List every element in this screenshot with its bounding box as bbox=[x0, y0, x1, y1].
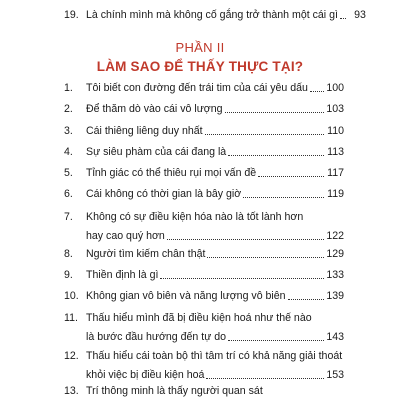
entry-title: Không gian vô biên và năng lượng vô biên bbox=[86, 290, 286, 302]
entry-title: Sự siêu phàm của cái đang là bbox=[86, 146, 227, 158]
entry-number: 5. bbox=[64, 167, 73, 179]
entry-page: 110 bbox=[327, 125, 344, 137]
toc-line bbox=[64, 248, 344, 261]
toc-entry bbox=[64, 385, 344, 398]
toc-line bbox=[64, 290, 344, 303]
toc-entry bbox=[64, 350, 344, 382]
toc-line bbox=[64, 312, 344, 325]
toc-line bbox=[64, 230, 344, 243]
entry-title: Là chính mình mà không cố gắng trở thành một cái gì bbox=[86, 9, 338, 21]
dot-leader bbox=[228, 155, 324, 156]
toc-entry bbox=[64, 82, 344, 95]
entry-page: 93 bbox=[354, 9, 366, 21]
toc-line bbox=[64, 211, 344, 224]
toc-entry bbox=[64, 146, 344, 159]
dot-leader bbox=[225, 112, 324, 113]
entry-title: Thấu hiểu mình đã bị điều kiện hoá như thế nào bbox=[86, 312, 312, 324]
dot-leader bbox=[228, 340, 324, 341]
entry-page: 113 bbox=[327, 146, 344, 158]
toc-entry bbox=[64, 103, 344, 116]
dot-leader bbox=[288, 299, 324, 300]
dot-leader bbox=[207, 257, 324, 258]
toc-line bbox=[64, 103, 344, 116]
dot-leader bbox=[310, 91, 324, 92]
entry-page: 103 bbox=[326, 103, 344, 115]
entry-title: là bước đầu hướng đến tự do bbox=[86, 331, 227, 343]
entry-number: 11. bbox=[64, 312, 78, 324]
entry-title: Trí thông minh là thấy người quan sát bbox=[86, 385, 263, 397]
toc-line bbox=[64, 385, 344, 398]
part-title: LÀM SAO ĐỂ THẤY THỰC TẠI? bbox=[96, 59, 304, 74]
entry-number: 1. bbox=[64, 82, 73, 94]
entry-title: Tỉnh giác có thể thiêu rụi mọi vấn đề bbox=[86, 167, 257, 179]
dot-leader bbox=[206, 378, 324, 379]
entry-page: 139 bbox=[326, 290, 344, 302]
toc-entry bbox=[64, 188, 344, 201]
entry-page: 129 bbox=[326, 248, 344, 260]
entry-title: Không có sự điều kiện hóa nào là tốt lành hơn bbox=[86, 211, 304, 223]
entry-number: 4. bbox=[64, 146, 73, 158]
entry-title: Cái thiêng liêng duy nhất bbox=[86, 125, 203, 137]
entry-title: Tôi biết con đường đến trái tim của cái yêu dấu bbox=[86, 82, 308, 94]
entry-number: 19. bbox=[64, 9, 79, 21]
toc-entry bbox=[64, 290, 344, 303]
entry-number: 13. bbox=[64, 385, 79, 397]
entry-number: 9. bbox=[64, 269, 73, 281]
entry-page: 153 bbox=[326, 369, 344, 381]
toc-line bbox=[64, 369, 344, 382]
dot-leader bbox=[340, 18, 346, 19]
toc-line bbox=[64, 331, 344, 344]
entry-title: khỏi việc bị điều kiện hoá bbox=[86, 369, 205, 381]
entry-number: 12. bbox=[64, 350, 79, 362]
entry-page: 133 bbox=[326, 269, 344, 281]
dot-leader bbox=[258, 176, 324, 177]
toc-entry bbox=[64, 312, 344, 344]
toc-entry bbox=[64, 248, 344, 261]
entry-page: 100 bbox=[326, 82, 344, 94]
toc-line bbox=[64, 125, 344, 138]
toc-line bbox=[64, 9, 366, 22]
toc-line bbox=[64, 350, 344, 363]
entry-title: Cái không có thời gian là bây giờ bbox=[86, 188, 242, 200]
entry-page: 119 bbox=[327, 188, 344, 200]
part-label: PHẦN II bbox=[175, 40, 225, 55]
entry-number: 10. bbox=[64, 290, 79, 302]
toc-line bbox=[64, 269, 344, 282]
toc-line bbox=[64, 82, 344, 95]
entry-title: hay cao quý hơn bbox=[86, 230, 165, 242]
entry-title: Thiền định là gì bbox=[86, 269, 159, 281]
entry-page: 117 bbox=[327, 167, 344, 179]
entry-number: 7. bbox=[64, 211, 73, 223]
toc-line bbox=[64, 188, 344, 201]
toc-line bbox=[64, 167, 344, 180]
entry-number: 6. bbox=[64, 188, 73, 200]
entry-number: 8. bbox=[64, 248, 73, 260]
toc-line bbox=[64, 146, 344, 159]
dot-leader bbox=[167, 239, 324, 240]
dot-leader bbox=[243, 197, 324, 198]
entry-page: 122 bbox=[326, 230, 344, 242]
dot-leader bbox=[160, 278, 324, 279]
entry-title: Để thăm dò vào cái vô lượng bbox=[86, 103, 223, 115]
toc-entry bbox=[64, 269, 344, 282]
toc-entry bbox=[64, 211, 344, 243]
toc-entry bbox=[64, 167, 344, 180]
entry-number: 2. bbox=[64, 103, 73, 115]
entry-title: Thấu hiểu cái toàn bộ thì tâm trí có khả năng giải thoát bbox=[86, 350, 343, 362]
toc-entry-prev bbox=[64, 9, 366, 22]
dot-leader bbox=[205, 134, 324, 135]
entry-number: 3. bbox=[64, 125, 73, 137]
entry-page: 143 bbox=[326, 331, 344, 343]
entry-title: Người tìm kiếm chân thật bbox=[86, 248, 206, 260]
toc-entry bbox=[64, 125, 344, 138]
